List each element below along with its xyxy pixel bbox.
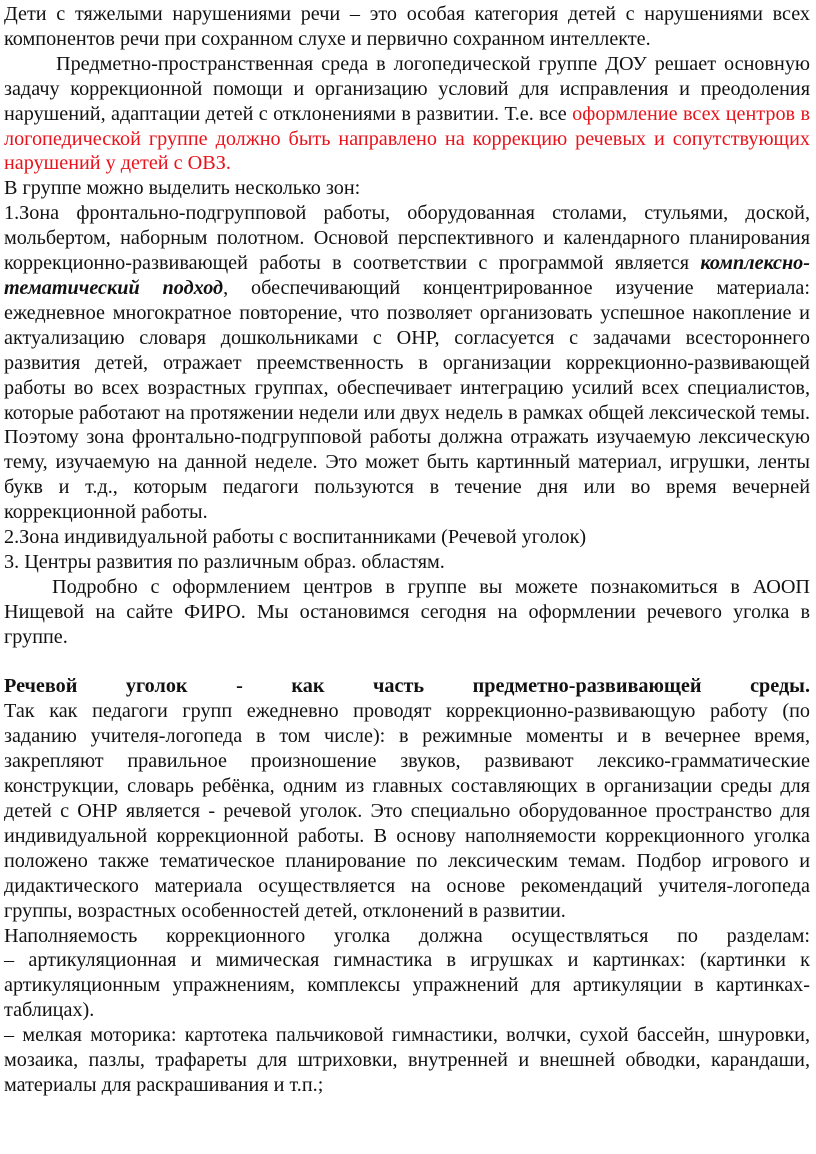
zone-1-text-a: 1.Зона фронтально-подгрупповой работы, оборудованная столами, стульями, доской, мольбертом, наборным полотном. Основой перспективного и календарного планирования коррекционно-развивающей работы в соответствии с программой является [4,202,810,275]
paragraph-environment-text: Предметно-пространственная среда в логопедической группе ДОУ решает основную задачу коррекционной помощи и организацию условий для исправления и преодоления нарушений, адаптации детей с отклонениями в развитии. Т.е. все [4,52,810,125]
paragraph-speech-corner: Так как педагоги групп ежедневно проводят коррекционно-развивающую работу (по заданию учителя-логопеда в том числе): в режимные моменты и в вечернее время, закрепляют правильное произношение звуков, развивают лексико-грамматические конструкции, словарь ребёнка, одним из главных составляющих в организации среды для детей с ОНР является - речевой уголок. Это специально оборудованное пространство для индивидуальной коррекционной работы. В основу наполняемости коррекционного уголка положено также тематическое планирование по лексическим темам. Подбор игрового и дидактического материала осуществляется на основе рекомендаций учителя-логопеда группы, возрастных особенностей детей, отклонений в развитии. [4,700,810,922]
paragraph-zone-3: 3. Центры развития по различным образ. областям. [4,550,445,573]
document-page [4,2,810,1098]
highlighted-red-text: оформление всех центров в логопедической группе должно быть направлено на коррекцию речевых и сопутствующих нарушений у детей с ОВЗ. [4,102,810,175]
paragraph-details: Подробно с оформлением центров в группе вы можете познакомиться в АООП Нищевой на сайте ФИРО. Мы остановимся сегодня на оформлении речевого уголка в группе. [4,575,810,648]
paragraph-sections-intro: Наполняемость коррекционного уголка должна осуществляться по разделам: [4,924,810,947]
zone-1-text-b: , обеспечивающий концентрированное изучение материала: ежедневное многократное повторение, что позволяет организовать успешное накопление и актуализацию словаря дошкольниками с ОНР, согласуется с задачами всестороннего развития детей, отражает преемственность в организации коррекционно-развивающей работы во всех возрастных группах, обеспечивает интеграцию усилий всех специалистов, которые работают на протяжении недели или двух недель в рамках общей лексической темы. Поэтому зона фронтально-подгрупповой работы должна отражать изучаемую лексическую тему, изучаемую на данной неделе. Это может быть картинный материал, игрушки, ленты букв и т.д., которым педагоги пользуются в течение дня или во время вечерней коррекционной работы. [4,276,810,524]
paragraph-environment [4,52,810,177]
list-item-articulation: – артикуляционная и мимическая гимнастика в игрушках и картинках: (картинки к артикуляционным упражнениям, комплексы упражнений для артикуляции в картинках-таблицах). [4,949,810,1022]
section-heading: Речевой уголок - как часть предметно-развивающей среды. [4,675,810,698]
paragraph-intro: Дети с тяжелыми нарушениями речи – это особая категория детей с нарушениями всех компонентов речи при сохранном слухе и первично сохранном интеллекте. [4,3,810,50]
paragraph-zone-1 [4,201,810,525]
paragraph-zones-intro: В группе можно выделить несколько зон: [4,177,361,200]
zone-1-emphasis: комплексно-тематический подход [4,252,810,299]
paragraph-zone-2: 2.Зона индивидуальной работы с воспитанниками (Речевой уголок) [4,526,587,549]
list-item-fine-motor: – мелкая моторика: картотека пальчиковой гимнастики, волчки, сухой бассейн, шнуровки, мозаика, пазлы, трафареты для штриховки, внутренней и внешней обводки, карандаши, материалы для раскрашивания и т.п.; [4,1024,810,1096]
blank-line [4,650,810,675]
